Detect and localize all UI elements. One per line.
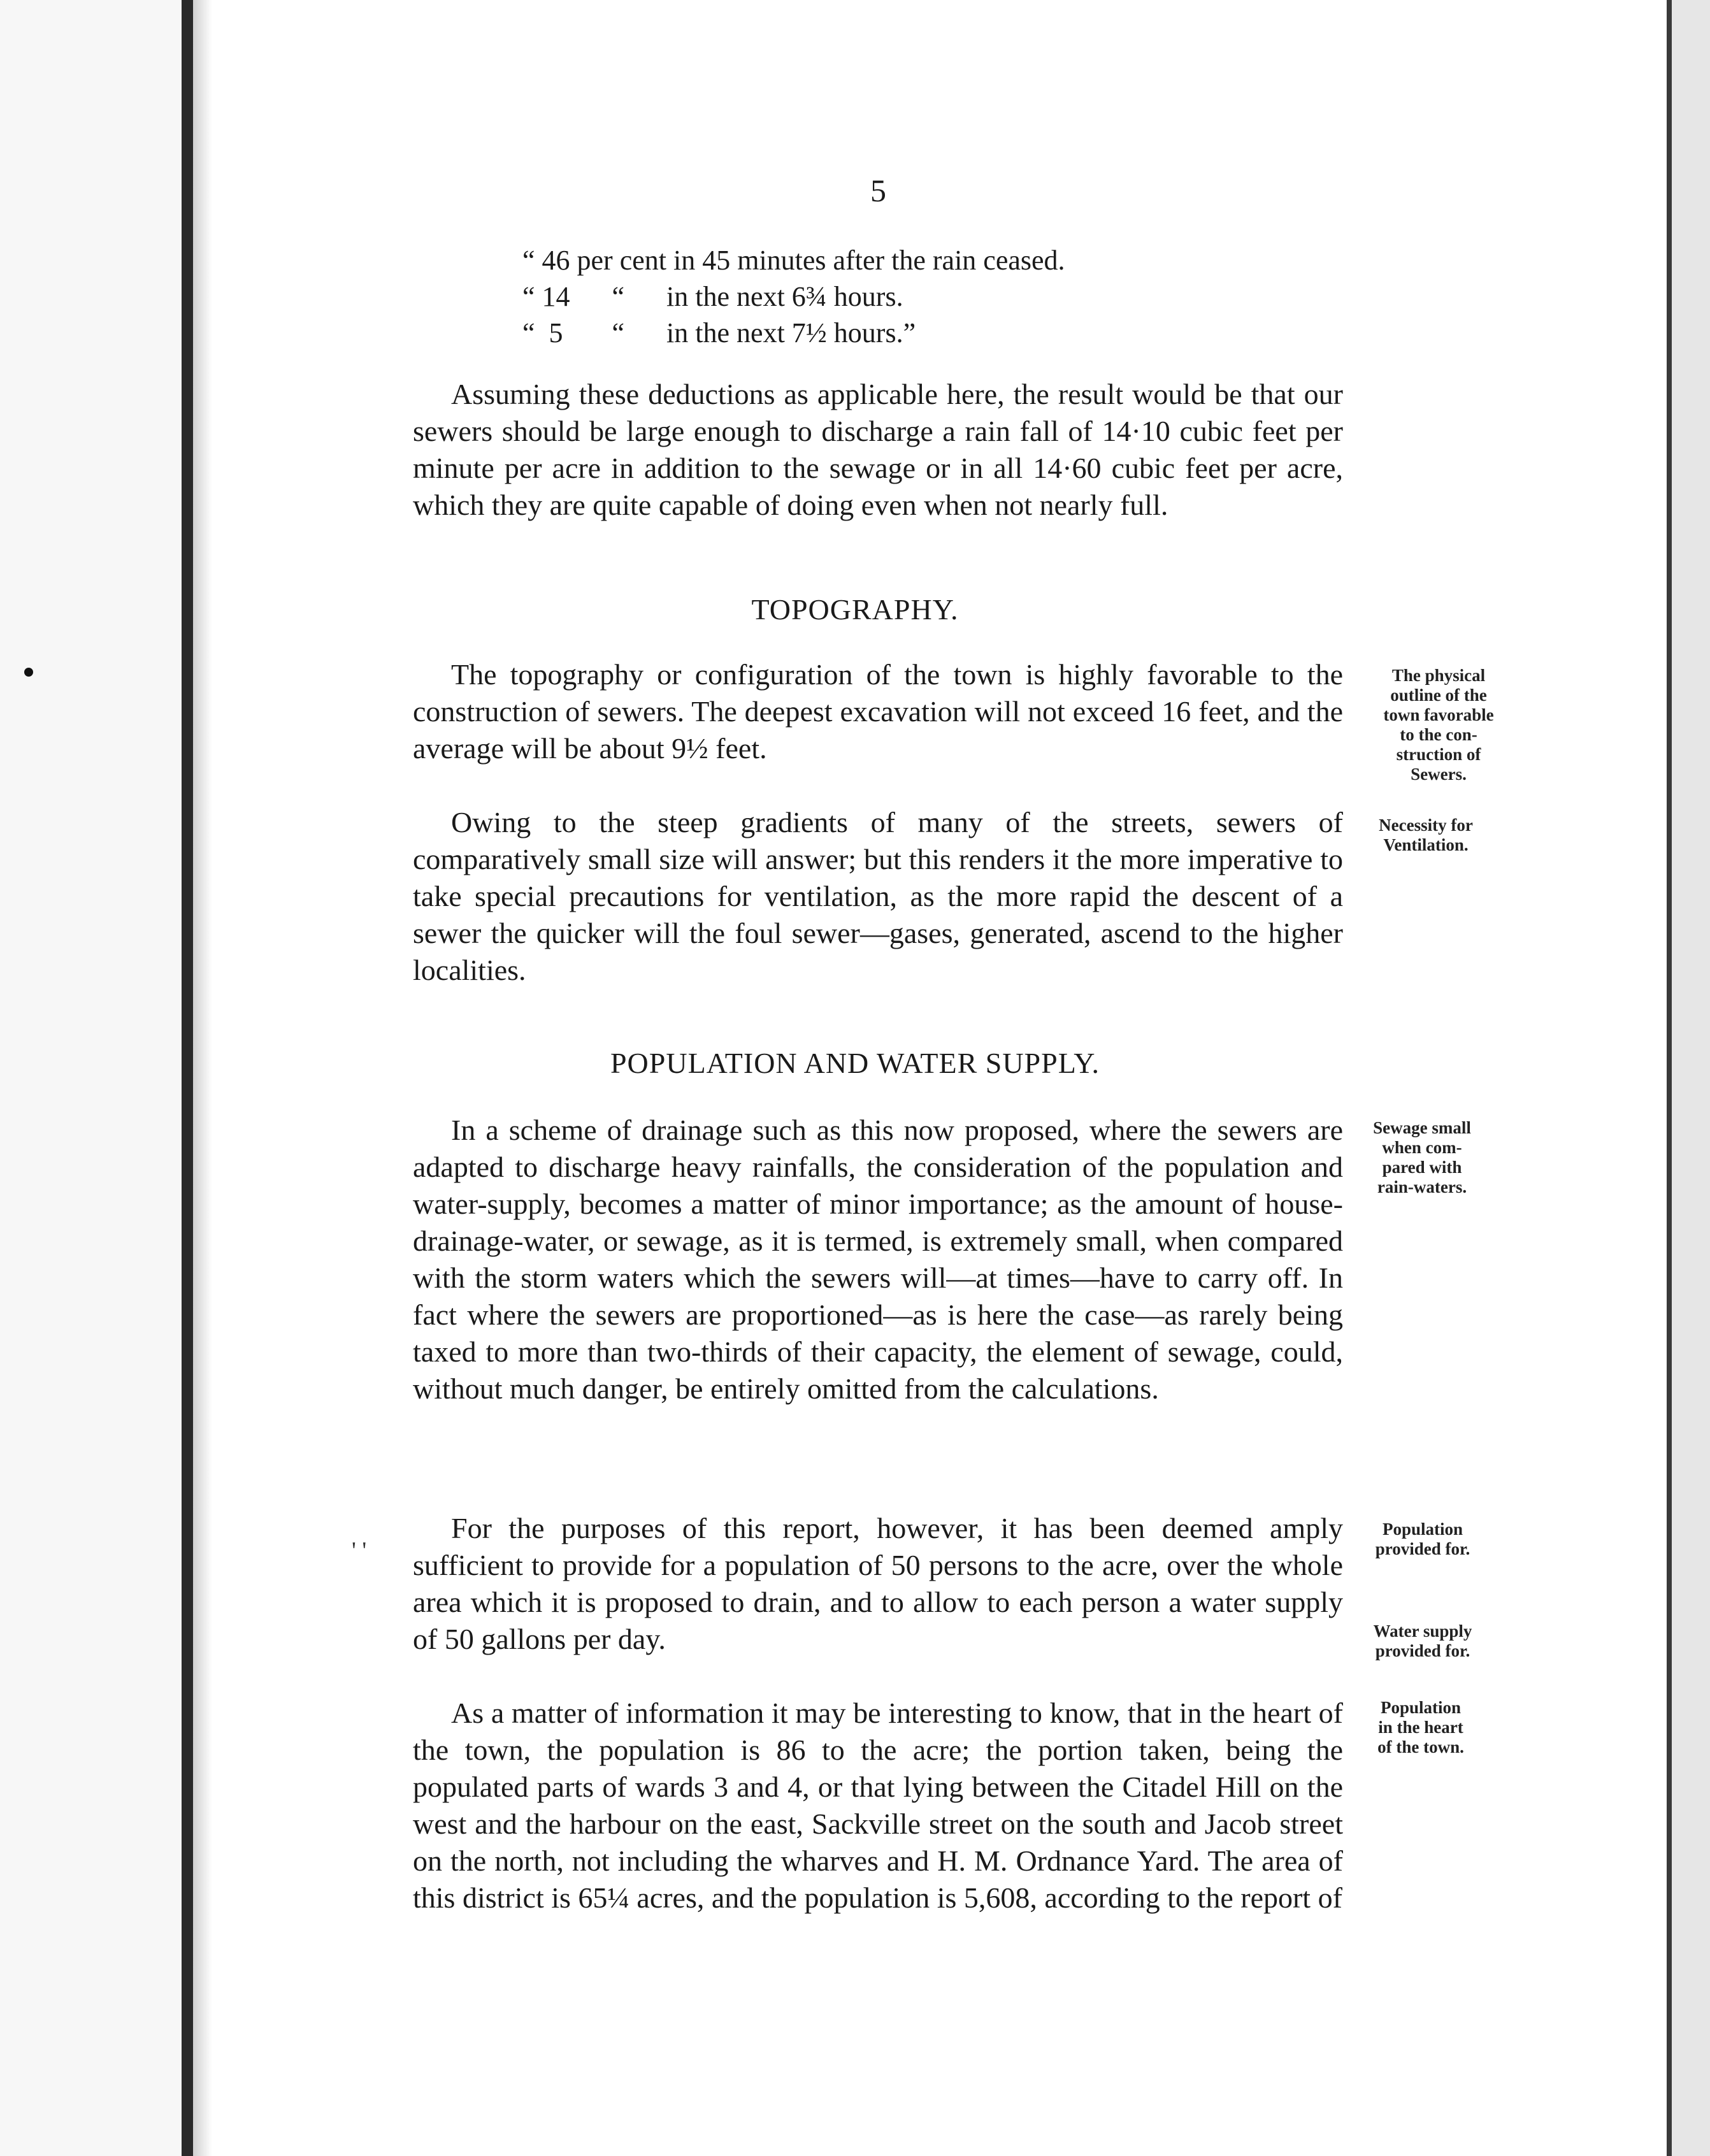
paragraph-scheme (413, 1112, 1343, 1407)
margin-note-line: of the town. (1377, 1737, 1464, 1757)
margin-note-line: when com- (1382, 1138, 1462, 1157)
quote-line: “ 5 “ in the next 7½ hours.” (522, 317, 916, 349)
margin-note-sewage (1346, 1118, 1498, 1197)
paragraph-text: As a matter of information it may be interesting to know, that in the heart of the town, the population is 86 to the acre; the portion taken, being the populated parts of wards 3 and 4, or that lying between the Citadel Hill on the west and the harbour on the east, Sackville street on the south and Jacob street on the north, not including the wharves and H. M. Ordnance Yard. The area of this district is 65¼ acres, and the population is 5,608, according to the report of (413, 1697, 1343, 1914)
paragraph-topography (413, 656, 1343, 767)
margin-note-line: Water supply (1373, 1621, 1472, 1641)
paragraph-matter (413, 1695, 1343, 1916)
stray-dot (24, 668, 33, 677)
margin-note-line: Ventilation. (1383, 835, 1469, 854)
margin-note-line: in the heart (1378, 1718, 1463, 1737)
quote-line: “ 46 per cent in 45 minutes after the rain ceased. (522, 245, 1065, 276)
paragraph-text: Owing to the steep gradients of many of the streets, sewers of comparatively small size will answer; but this renders it the more imperative to take special precautions for ventilation, as the more rapid the descent of a sewer the quicker will the foul sewer—gases, generated, ascend to the higher localities. (413, 806, 1343, 986)
margin-note-line: town favorable (1383, 705, 1494, 724)
heading-population: POPULATION AND WATER SUPPLY. (610, 1047, 1100, 1079)
paragraph-text: Assuming these deductions as applicable here, the result would be that our sewers should be large enough to discharge a rain fall of 14·10 cubic feet per minute per acre in addition to the sewage or in all 14·60 cubic feet per acre, which they are quite capable of doing even when not nearly full. (413, 378, 1343, 521)
margin-note-line: Sewers. (1411, 765, 1467, 784)
margin-note-physical (1349, 666, 1528, 784)
paragraph-owing (413, 804, 1343, 989)
margin-note-line: rain-waters. (1377, 1177, 1467, 1197)
paragraph-text: For the purposes of this report, however, it has been deemed amply sufficient to provide for a population of 50 persons to the acre, over the whole area which it is proposed to drain, and to allow to each person a water supply of 50 gallons per day. (413, 1512, 1343, 1655)
quote-block (522, 242, 1065, 351)
margin-note-population-provided (1343, 1520, 1502, 1559)
margin-note-line: Population (1380, 1698, 1462, 1717)
heading-topography: TOPOGRAPHY. (751, 593, 959, 626)
page-number: 5 (870, 173, 886, 208)
margin-note-line: Population (1382, 1520, 1463, 1539)
paragraph-text: The topography or configuration of the town is highly favorable to the construction of sewers. The deepest excavation will not exceed 16 feet, and the average will be about 9½ feet. (413, 658, 1343, 765)
margin-note-line: outline of the (1390, 686, 1487, 705)
margin-note-population-heart (1344, 1698, 1497, 1757)
margin-note-line: The physical (1391, 666, 1486, 685)
margin-note-line: Sewage small (1373, 1118, 1471, 1137)
paragraph-purposes (413, 1510, 1343, 1658)
margin-note-line: to the con- (1400, 725, 1477, 744)
margin-note-line: pared with (1382, 1158, 1462, 1177)
stray-marks: ' ' (352, 1537, 367, 1564)
margin-note-line: Necessity for (1379, 816, 1473, 835)
margin-note-ventilation (1349, 816, 1502, 855)
margin-note-water-supply (1343, 1621, 1502, 1661)
quote-line: “ 14 “ in the next 6¾ hours. (522, 281, 903, 312)
margin-note-line: struction of (1396, 745, 1481, 764)
margin-note-line: provided for. (1375, 1641, 1470, 1660)
margin-note-line: provided for. (1375, 1539, 1470, 1558)
paragraph-text: In a scheme of drainage such as this now proposed, where the sewers are adapted to discharge heavy rainfalls, the consideration of the population and water-supply, becomes a matter of minor importance; as the amount of house-drainage-water, or sewage, as it is termed, is extremely small, when compared with the storm waters which the sewers will—at times—have to carry off. In fact where the sewers are proportioned—as is here the case—as rarely being taxed to more than two-thirds of their capacity, the element of sewage, could, without much danger, be entirely omitted from the calculations. (413, 1114, 1343, 1405)
paragraph-assuming (413, 376, 1343, 524)
